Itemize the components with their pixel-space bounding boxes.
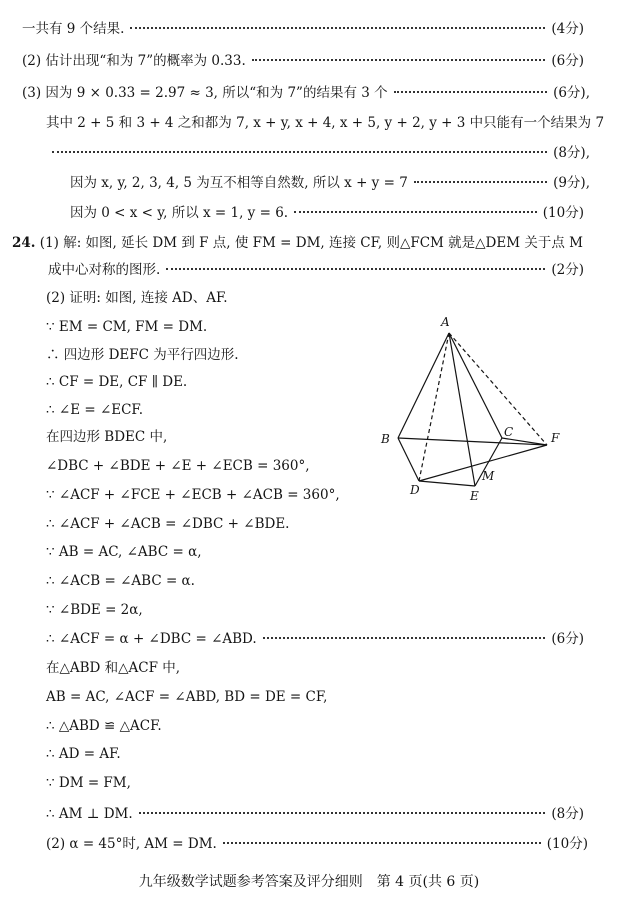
proof-line: ∵ AB = AC, ∠ABC = α, xyxy=(46,544,202,560)
segment-AB xyxy=(398,333,449,438)
segment-AE xyxy=(449,333,475,486)
score-label: (6分) xyxy=(551,631,584,647)
proof-line: ∵ DM = FM, xyxy=(46,775,131,791)
answer-line: ∴ AM ⊥ DM. (8分) xyxy=(46,803,584,825)
segment-AD-dashed xyxy=(419,333,449,481)
label-D: D xyxy=(410,483,420,497)
answer-line: 因为 x, y, 2, 3, 4, 5 为互不相等自然数, 所以 x + y = 7 (9分), xyxy=(70,172,590,194)
answer-line: 其中 2 + 5 和 3 + 4 之和都为 7, x + y, x + 4, x + 5, y + 2, y + 3 中只能有一个结果为 7 xyxy=(46,115,605,131)
label-A: A xyxy=(441,315,450,329)
proof-line: ∠DBC + ∠BDE + ∠E + ∠ECB = 360°, xyxy=(46,458,310,474)
answer-line: (2) α = 45°时, AM = DM. (10分) xyxy=(46,833,588,855)
label-B: B xyxy=(381,432,390,446)
answer-line: ∴ ∠ACF = α + ∠DBC = ∠ABD. (6分) xyxy=(46,628,584,650)
segment-AC xyxy=(449,333,502,438)
proof-line: 在四边形 BDEC 中, xyxy=(46,429,168,445)
score-label: (9分), xyxy=(553,175,590,191)
proof-line: AB = AC, ∠ACF = ∠ABD, BD = DE = CF, xyxy=(46,689,328,705)
label-F: F xyxy=(551,431,560,445)
proof-line: (2) 证明: 如图, 连接 AD、AF. xyxy=(46,290,228,306)
proof-line: ∴ 四边形 DEFC 为平行四边形. xyxy=(46,347,239,363)
answer-line: 因为 0 < x < y, 所以 x = 1, y = 6. (10分) xyxy=(70,202,584,224)
label-M: M xyxy=(482,469,495,483)
answer-line: (3) 因为 9 × 0.33 = 2.97 ≈ 3, 所以“和为 7”的结果有 3 个 (6分), xyxy=(22,82,590,104)
proof-line: ∴ ∠E = ∠ECF. xyxy=(46,402,143,418)
proof-line: ∵ EM = CM, FM = DM. xyxy=(46,319,208,335)
score-label: (6分) xyxy=(551,53,584,69)
question-line: 24. (1) 解: 如图, 延长 DM 到 F 点, 使 FM = DM, 连接 CF, 则△FCM 就是△DEM 关于点 M xyxy=(12,235,583,251)
label-C: C xyxy=(504,425,514,439)
proof-line: ∴ △ABD ≌ △ACF. xyxy=(46,718,162,734)
score-label: (6分), xyxy=(553,85,590,101)
score-label: (2分) xyxy=(551,262,584,278)
score-label: (10分) xyxy=(542,205,584,221)
segment-AF-dashed xyxy=(449,333,547,445)
proof-line: ∵ ∠BDE = 2α, xyxy=(46,602,143,618)
answer-line: 一共有 9 个结果. (4分) xyxy=(22,18,584,40)
score-label: (10分) xyxy=(546,836,588,852)
score-label: (8分) xyxy=(551,806,584,822)
score-label: (8分), xyxy=(553,145,590,161)
question-number: 24. xyxy=(12,235,36,251)
proof-line: ∴ ∠ACF + ∠ACB = ∠DBC + ∠BDE. xyxy=(46,516,290,532)
segment-DE xyxy=(419,481,475,486)
answer-line: (2) 估计出现“和为 7”的概率为 0.33. (6分) xyxy=(22,50,584,72)
proof-line: ∴ ∠ACB = ∠ABC = α. xyxy=(46,573,195,589)
proof-line: ∴ AD = AF. xyxy=(46,746,121,762)
proof-line: ∴ CF = DE, CF ∥ DE. xyxy=(46,374,188,390)
page-footer: 九年级数学试题参考答案及评分细则 第 4 页(共 6 页) xyxy=(138,874,480,890)
proof-line: 在△ABD 和△ACF 中, xyxy=(46,660,181,676)
segment-BD xyxy=(398,438,419,481)
proof-line: ∵ ∠ACF + ∠FCE + ∠ECB + ∠ACB = 360°, xyxy=(46,487,340,503)
label-E: E xyxy=(470,489,479,503)
answer-line: 成中心对称的图形. (2分) xyxy=(48,259,584,281)
score-label: (4分) xyxy=(551,21,584,37)
